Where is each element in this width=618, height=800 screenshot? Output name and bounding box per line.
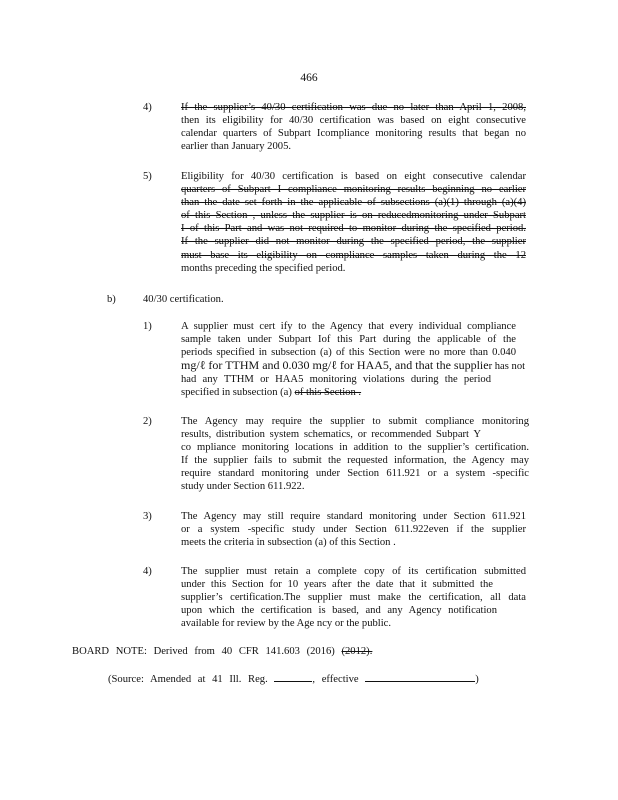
item-4-line: earlier than January 2005.: [181, 141, 292, 153]
b4-line: The supplier must retain a complete copy of its certification submitted: [181, 566, 526, 577]
b4-line: under this Section for 10 years after the date that it submitted the: [181, 579, 493, 591]
b4-line: available for review by the Age ncy or the public.: [181, 618, 392, 630]
item-4-line: If the supplier’s 40/30 certification was due no later than April 1, 2008,: [181, 102, 526, 113]
source-line: [108, 671, 479, 686]
b3-line: or a system -specific study under Section 611.922even if the supplier: [181, 524, 526, 536]
b4-line: upon which the certification is based, and any Agency notification: [181, 605, 497, 617]
item-5-line: months preceding the specified period.: [181, 262, 346, 274]
item-5-line: must base its eligibility on compliance samples taken during the 12: [181, 249, 526, 261]
b3-text: [181, 510, 526, 549]
section-b-label: b): [107, 294, 116, 305]
b1-number: 1): [143, 321, 152, 332]
item-5-text: [181, 170, 526, 275]
b4-line: supplier’s certification.The supplier must make the certification, all data: [181, 592, 526, 604]
b3-line: meets the criteria in subsection (a) of this Section .: [181, 537, 396, 549]
item-5-line: If the supplier did not monitor during the specified period, the supplier: [181, 236, 526, 248]
board-note: [72, 645, 372, 658]
b1-line: [181, 386, 516, 399]
source-text: (Source: Amended at 41 Ill. Reg.: [108, 674, 268, 685]
board-note-strike: (2012).: [341, 646, 373, 657]
item-5-line: than the date set forth in the applicable of subsections (a)(1) through (a)(4): [181, 197, 526, 209]
page-number: 466: [300, 72, 318, 84]
item-4-number: 4): [143, 102, 152, 113]
source-effective: effective: [321, 674, 359, 685]
item-5-line: of this Section , unless the supplier is on reducedmonitoring under Subpart: [181, 210, 526, 222]
b2-line: co mpliance monitoring locations in addition to the supplier’s certification.: [181, 442, 529, 454]
item-5-number: 5): [143, 171, 152, 182]
source-comma: ,: [312, 674, 316, 685]
b2-line: If the supplier fails to submit the requested information, the Agency may: [181, 455, 529, 467]
b2-text: [181, 415, 529, 494]
item-5-line: I of this Part and was not required to monitor during the specified period.: [181, 223, 526, 235]
effective-date-blank[interactable]: [365, 671, 475, 682]
b1-line: sample taken under Subpart Iof this Part during the applicable of the: [181, 334, 516, 346]
register-page-blank[interactable]: [274, 671, 312, 682]
item-5-line: Eligibility for 40/30 certification is based on eight consecutive calendar: [181, 171, 526, 182]
b3-line: The Agency may still require standard monitoring under Section 611.921: [181, 511, 526, 522]
source-close: ): [475, 674, 479, 685]
b1-line: had any TTHM or HAA5 monitoring violations during the period: [181, 374, 491, 386]
item-5-line: quarters of Subpart I compliance monitoring results beginning no earlier: [181, 184, 526, 196]
item-4-line: calendar quarters of Subpart Icompliance monitoring results that began no: [181, 128, 526, 140]
b2-number: 2): [143, 416, 152, 427]
b3-number: 3): [143, 511, 152, 522]
b1-line4-rest: r has not: [488, 361, 526, 373]
b1-line: [181, 358, 526, 373]
b1-line: periods specified in subsection (a) of this Section were no more than 0.040: [181, 347, 516, 359]
section-b-title: 40/30 certification.: [143, 294, 224, 305]
b1-text: [181, 320, 526, 400]
b2-line: The Agency may require the supplier to submit compliance monitoring: [181, 416, 529, 427]
b2-line: results, distribution system schematics, or recommended Subpart Y: [181, 429, 481, 441]
board-note-text: BOARD NOTE: Derived from 40 CFR 141.603 (2016): [72, 646, 335, 657]
b2-line: study under Section 611.922.: [181, 481, 305, 493]
b4-text: [181, 565, 526, 630]
b4-number: 4): [143, 566, 152, 577]
b2-line: require standard monitoring under Section 611.921 or a system -specific: [181, 468, 529, 480]
b1-line4-main: mg/ℓ for TTHM and 0.030 mg/ℓ for HAA5, and that the supplie: [181, 358, 489, 373]
item-4-text: [181, 101, 526, 153]
b1-line6-pre: specified in subsection (a): [181, 387, 292, 399]
b1-line: A supplier must cert ify to the Agency that every individual compliance: [181, 321, 516, 332]
item-4-line: then its eligibility for 40/30 certification was based on eight consecutive: [181, 115, 526, 127]
b1-line6-strike: of this Section .: [294, 387, 362, 399]
